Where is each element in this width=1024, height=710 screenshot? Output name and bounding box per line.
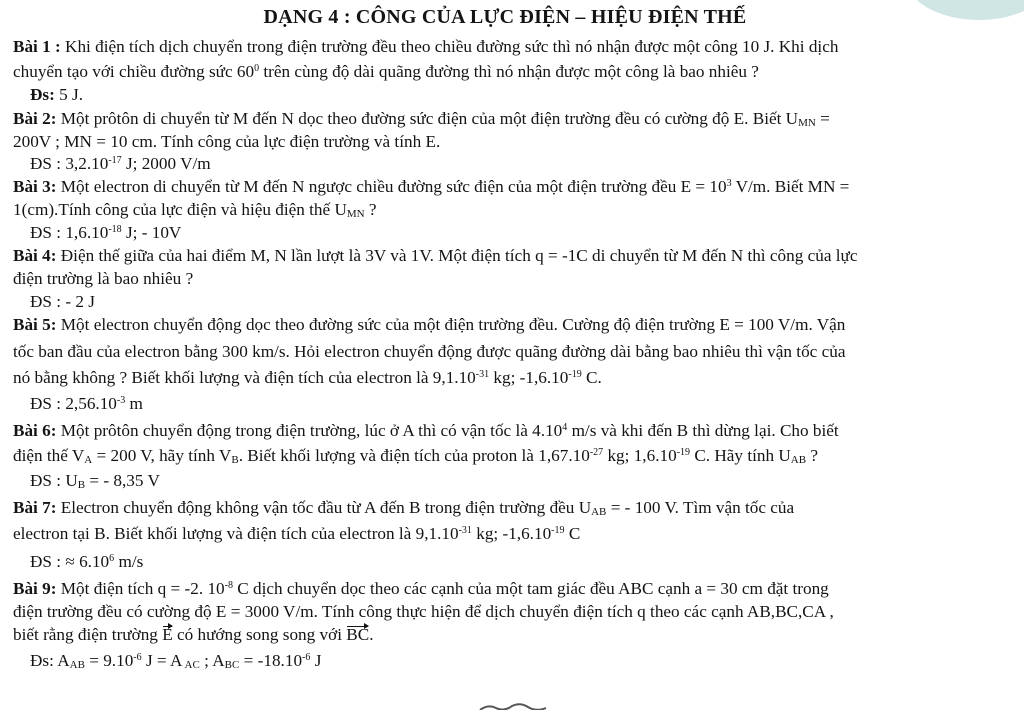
problem-3-answer: ĐS : $1,6.10^{-18}$ J; - 10V [30, 223, 182, 242]
problem-5-label: Bài 5: [13, 315, 57, 334]
problem-2-answer: ĐS : $3,2.10^{-17}$ J; 2000 V/m [30, 154, 211, 173]
problem-4-label: Bài 4: [13, 246, 57, 265]
problem-6-line-1: Bài 6: Một prôtôn chuyển động trong điện trường, lúc ở A thì có vận tốc là 4.10$^4$ m/s và khi đến B thì dừng lại. Cho biết [13, 421, 839, 440]
problem-7-line-1: Bài 7: Electron chuyển động không vận tốc đầu từ A đến B trong điện trường đều $U_{AB}$ = - 100 V. Tìm vận tốc của [13, 498, 795, 518]
problem-4-line-1: Bài 4: Điện thế giữa của hai điểm M, N lần lượt là 3V và 1V. Một điện tích q = -1C di chuyển từ M đến N thì công của lực [13, 246, 858, 265]
problem-1-line-1: Bài 1 : Khi điện tích dịch chuyển trong điện trường đều theo chiều đường sức thì nó nhận được một công 10 J. Khi dịch [13, 37, 839, 56]
problem-6-line-2: điện thế $V_A = 200$ V, hãy tính $V_B$. Biết khối lượng và điện tích của proton là $1,67.10^{-27}$ kg; $1,6.10^{-19}$ C. Hãy tính $U_{AB}$ ? [13, 446, 818, 466]
problem-5-line-3: nó bằng không ? Biết khối lượng và điện tích của electron là $9,1.10^{-31}$ kg; $-1,6.10^{-19}$ C. [13, 368, 602, 387]
problem-6-label: Bài 6: [13, 421, 57, 440]
problem-1-line-2: chuyển tạo với chiều đường sức $60^0$ trên cùng độ dài quãng đường thì nó nhận được một công là bao nhiêu ? [13, 62, 759, 81]
vector-bc: BC [346, 625, 370, 644]
problem-5-answer: ĐS : $2,56.10^{-3}$ m [30, 394, 143, 413]
problem-2-label: Bài 2: [13, 109, 57, 128]
problem-7-answer: ĐS : ≈ $6.10^6$ m/s [30, 552, 144, 571]
problem-9-line-3: biết rằng điện trường E có hướng song song với BC. [13, 625, 374, 644]
problem-9-label: Bài 9: [13, 579, 57, 598]
problem-1-answer: Đs: 5 J. [30, 85, 84, 104]
problem-2-line-2: 200V ; MN = 10 cm. Tính công của lực điện trường và tính E. [13, 132, 441, 151]
cropped-text-fragment [478, 698, 548, 710]
problem-3-line-1: Bài 3: Một electron di chuyển từ M đến N ngược chiều đường sức điện của một điện trường đều $E = 10^3$ V/m. Biết MN = [13, 177, 850, 196]
problem-1-label: Bài 1 : [13, 37, 61, 56]
problem-3-line-2: 1(cm).Tính công của lực điện và hiệu điện thế $U_{MN}$ ? [13, 200, 377, 220]
problem-5-line-2: tốc ban đầu của electron bằng 300 km/s. Hỏi electron chuyển động được quãng đường dài bằng bao nhiêu thì vận tốc của [13, 342, 846, 361]
problem-2-line-1: Bài 2: Một prôtôn di chuyển từ M đến N dọc theo đường sức điện của một điện trường đều có cường độ E. Biết $U_{MN}$ = [13, 109, 830, 129]
problem-5-line-1: Bài 5: Một electron chuyển động dọc theo đường sức của một điện trường đều. Cường độ điện trường E = 100 V/m. Vận [13, 315, 846, 334]
problem-7-label: Bài 7: [13, 498, 57, 517]
page-title: DẠNG 4 : CÔNG CỦA LỰC ĐIỆN – HIỆU ĐIỆN THẾ [263, 6, 747, 28]
problem-4-answer: ĐS : - 2 J [30, 292, 95, 311]
problem-3-label: Bài 3: [13, 177, 57, 196]
problem-9-line-1: Bài 9: Một điện tích q = -2. $10^{-8}$ C dịch chuyển dọc theo các cạnh của một tam giác đều ABC cạnh a = 30 cm đặt trong [13, 579, 829, 598]
problem-7-line-2: electron tại B. Biết khối lượng và điện tích của electron là $9,1.10^{-31}$ kg; $-1,6.10^{-19}$ C [13, 524, 581, 543]
problem-9-line-2: điện trường đều có cường độ E = 3000 V/m. Tính công thực hiện để dịch chuyển điện tích q theo các cạnh AB,BC,CA , [13, 602, 834, 621]
problem-6-answer: ĐS : $U_B$ = - 8,35 V [30, 471, 160, 491]
problem-9-answer: Đs: $A_{AB} = 9.10^{-6}$ J = A $_{AC}$ ; $A_{BC} = -18.10^{-6}$ J [30, 651, 322, 671]
problem-4-line-2: điện trường là bao nhiêu ? [13, 269, 194, 288]
vector-e: E [162, 625, 173, 644]
